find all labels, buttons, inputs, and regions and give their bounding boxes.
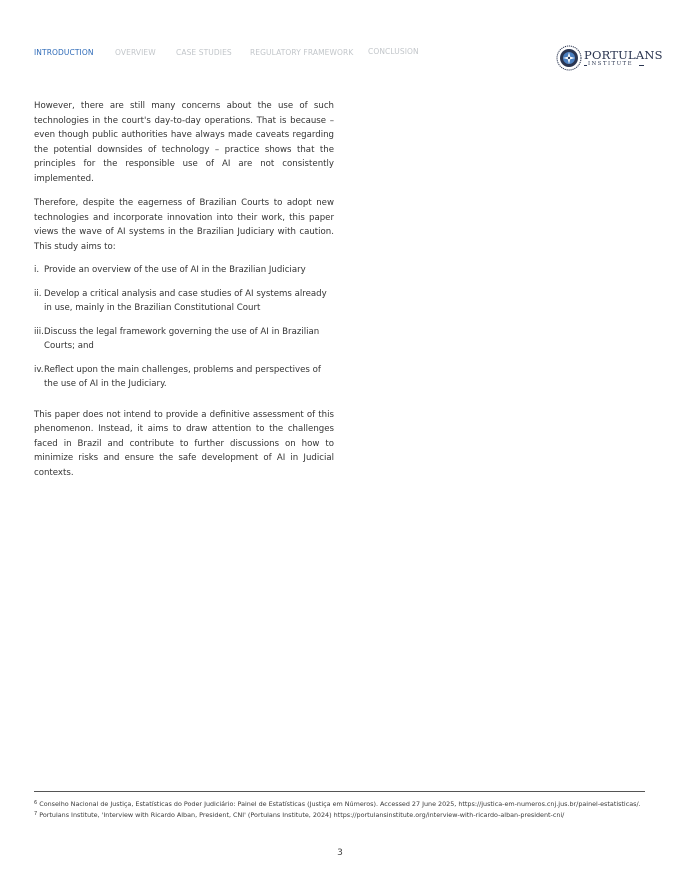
nav-item-case-studies[interactable]: CASE STUDIES — [176, 48, 232, 57]
list-text: Develop a critical analysis and case studies of AI systems already in use, mainly in the Brazilian Constitutional Court — [44, 288, 327, 313]
footnote-divider — [34, 791, 645, 792]
list-number: i. — [34, 265, 40, 275]
paragraph-study-aims: Therefore, despite the eagerness of Brazilian Courts to adopt new technologies and incorporate innovation into their work, this paper views the wave of AI systems in the Brazilian Judiciary with caution. This study aims to: — [34, 198, 334, 252]
list-number: iii. — [34, 326, 44, 337]
footnote-text: Portulans Institute, 'Interview with Ricardo Alban, President, CNI' (Portulans Institute, 2024) https://portulansinstitute.org/interview-with-ricardo-alban-president-cni/ — [39, 811, 565, 820]
paragraph-conclusion: This paper does not intend to provide a definitive assessment of this phenomenon. Instead, it aims to draw attention to the challenges faced in Brazil and contribute to further discussions on how to minimize risks and ensure the safe development of AI in Judicial contexts. — [34, 409, 334, 478]
footnote-marker: 7 — [34, 811, 38, 818]
logo-rule-left — [584, 65, 587, 66]
list-text: Provide an overview of the use of AI in the Brazilian Judiciary — [44, 265, 306, 275]
list-text: Discuss the legal framework governing the use of AI in Brazilian Courts; and — [44, 326, 320, 351]
nav-item-regulatory-framework[interactable]: REGULATORY FRAMEWORK — [250, 48, 354, 57]
list-number: iv. — [34, 364, 44, 375]
list-number: ii. — [34, 288, 42, 299]
portulans-logo[interactable] — [556, 44, 663, 72]
list-text: Reflect upon the main challenges, problems and perspectives of the use of AI in the Judiciary. — [44, 364, 321, 389]
logo-subtitle: INSTITUTE — [588, 61, 634, 67]
nav-item-overview[interactable]: OVERVIEW — [115, 48, 156, 57]
list-item — [34, 363, 334, 392]
body-text — [34, 99, 334, 480]
nav-item-introduction[interactable]: INTRODUCTION — [34, 48, 94, 57]
list-item — [34, 287, 334, 316]
footnote-7 — [34, 810, 645, 822]
logo-wordmark: PORTULANS — [584, 48, 663, 62]
footnote-text: Conselho Nacional de Justiça, Estatísticas do Poder Judiciário: Painel de Estatísticas (Justiça em Números). Accessed 27 June 2025, https://justica-em-numeros.cnj.jus.br/painel-estatisticas/. — [39, 799, 641, 808]
page-number: 3 — [337, 848, 343, 858]
logo-rule-right — [639, 65, 644, 66]
globe-emblem-icon — [556, 45, 582, 71]
footnote-marker: 6 — [34, 799, 38, 806]
nav-item-conclusion[interactable]: CONCLUSION — [368, 47, 419, 56]
footnotes — [34, 791, 645, 822]
paragraph-concerns: However, there are still many concerns about the use of such technologies in the court's day-to-day operations. That is because – even though public authorities have always made caveats regarding the potential downsides of technology – practice shows that the principles for the responsible use of AI are not consistently implemented. — [34, 101, 334, 184]
footnote-6 — [34, 799, 645, 811]
list-item — [34, 325, 334, 354]
list-item — [34, 263, 334, 278]
